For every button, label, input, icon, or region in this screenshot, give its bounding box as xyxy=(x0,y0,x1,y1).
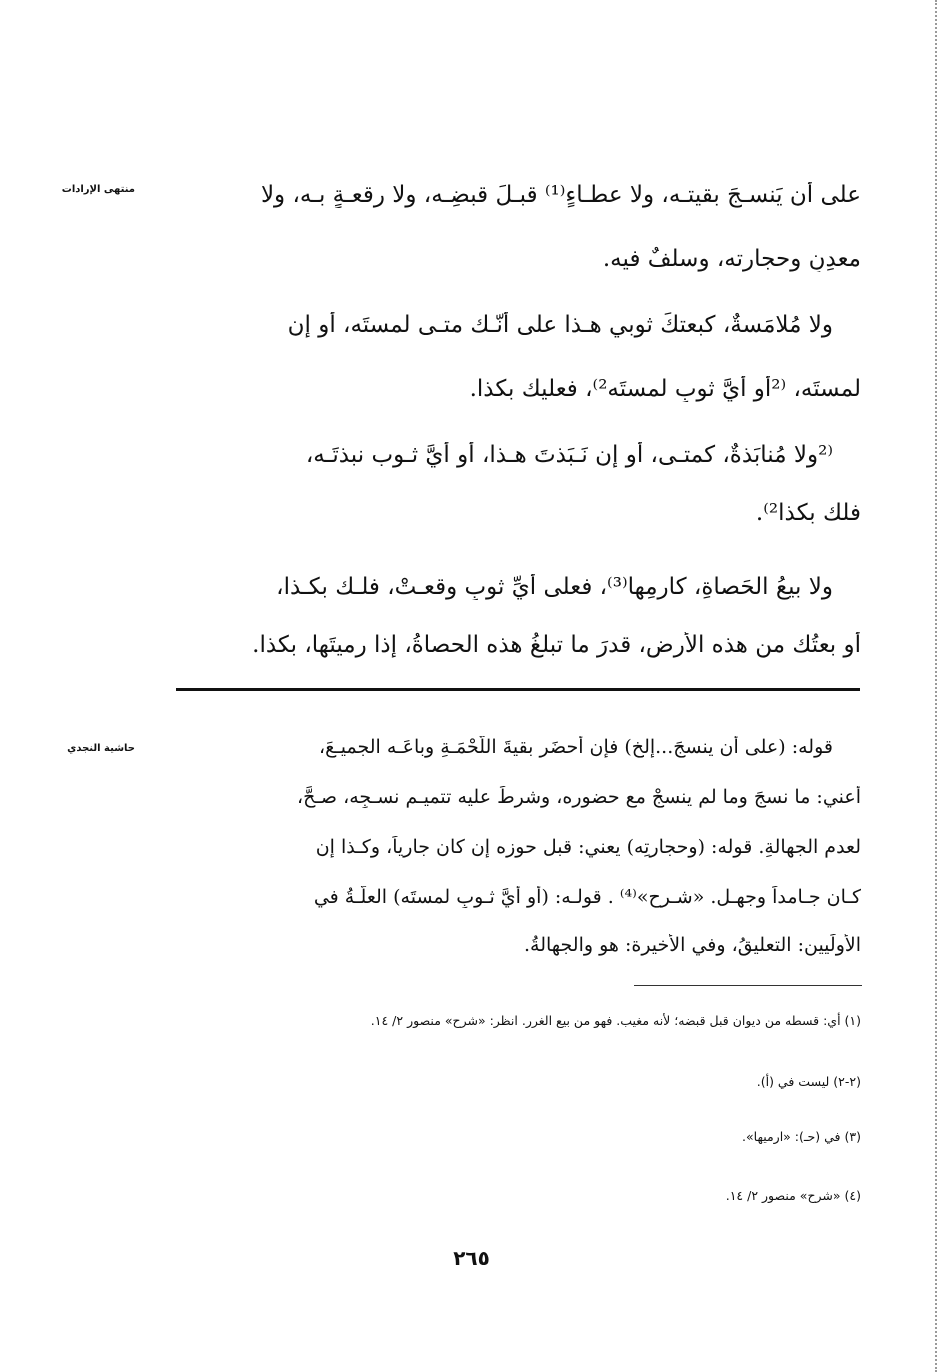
main-text-line: ولا بيعُ الحَصاةِ، كارمِها⁽³⁾، فعلى أيِّ ثوبٍ وقعـتْ، فلـك بكـذا، xyxy=(276,574,833,600)
main-text-line: ⁽²ولا مُنابَذةٌ، كمتـى، أو إن نَـبَذتَ هـذا، أو أيَّ ثـوب نبذتَـه، xyxy=(305,442,833,468)
side-label-source-text: منتهى الإرادات xyxy=(61,184,135,195)
main-text-line: فلك بكذا²⁾. xyxy=(755,500,861,526)
gloss-text-line: الأولَيين: التعليقُ، وفي الأخيرة: هو والجهالةُ. xyxy=(523,934,861,956)
footnote: (٣) في (حـ): «ارميها». xyxy=(742,1129,861,1144)
page-number: ٢٦٥ xyxy=(453,1246,490,1270)
footnote-rule xyxy=(634,985,862,986)
footnote: (١) أي: قسطه من ديوان قبل قبضه؛ لأنه مغيب. فهو من بيع الغرر. انظر: «شرح» منصور ٢/ ١٤. xyxy=(370,1013,861,1028)
main-text-line: ولا مُلامَسةٌ، كبعتكَ ثوبي هـذا على أنّـك متـى لمستَه، أو إن xyxy=(287,312,833,338)
gloss-text-line: قوله: (على أن ينسجَ...إلخ) فإن أحضَر بقيةَ اللُّحْمَـةِ وباعَـه الجميـعَ، xyxy=(318,736,833,758)
main-text-line: معدِنٍ وحجارته، وسلفٌ فيه. xyxy=(602,246,861,272)
footnote: (٢-٢) ليست في (أ). xyxy=(756,1074,861,1089)
dotted-page-edge xyxy=(935,0,937,1372)
gloss-text-line: كـان جـامداً وجهـل. «شـرح»⁽⁴⁾ . قولـه: (أو أيَّ ثـوبٍ لمستَه) العلّـةُ في xyxy=(313,886,861,908)
main-text-line: لمستَه، ⁽²أو أيَّ ثوبٍ لمستَه²⁾، فعليك بكذا. xyxy=(469,376,861,402)
main-text-line: على أن يَنسـجَ بقيتـه، ولا عطـاءٍ⁽¹⁾ قبـلَ قبضِـه، ولا رقعـةٍ بـه، ولا xyxy=(260,182,861,208)
footnote: (٤) «شرح» منصور ٢/ ١٤. xyxy=(725,1188,861,1203)
side-label-commentary: حاشية النجدي xyxy=(67,743,135,754)
main-text-line: أو بعتُك من هذه الأرضِ، قدرَ ما تبلغُ هذه الحصاةُ، إذا رميتَها، بكذا. xyxy=(252,632,861,658)
separator-rule xyxy=(176,688,860,691)
gloss-text-line: لعدم الجهالةِ. قوله: (وحجارتِه) يعني: قبل حوزِه إن كان جارياً، وكـذا إن xyxy=(315,836,861,858)
gloss-text-line: أعني: ما نسجَ وما لم ينسجْ مع حضوره، وشرطَ عليه تتميـم نسـجِه، صـحَّ، xyxy=(296,786,861,808)
